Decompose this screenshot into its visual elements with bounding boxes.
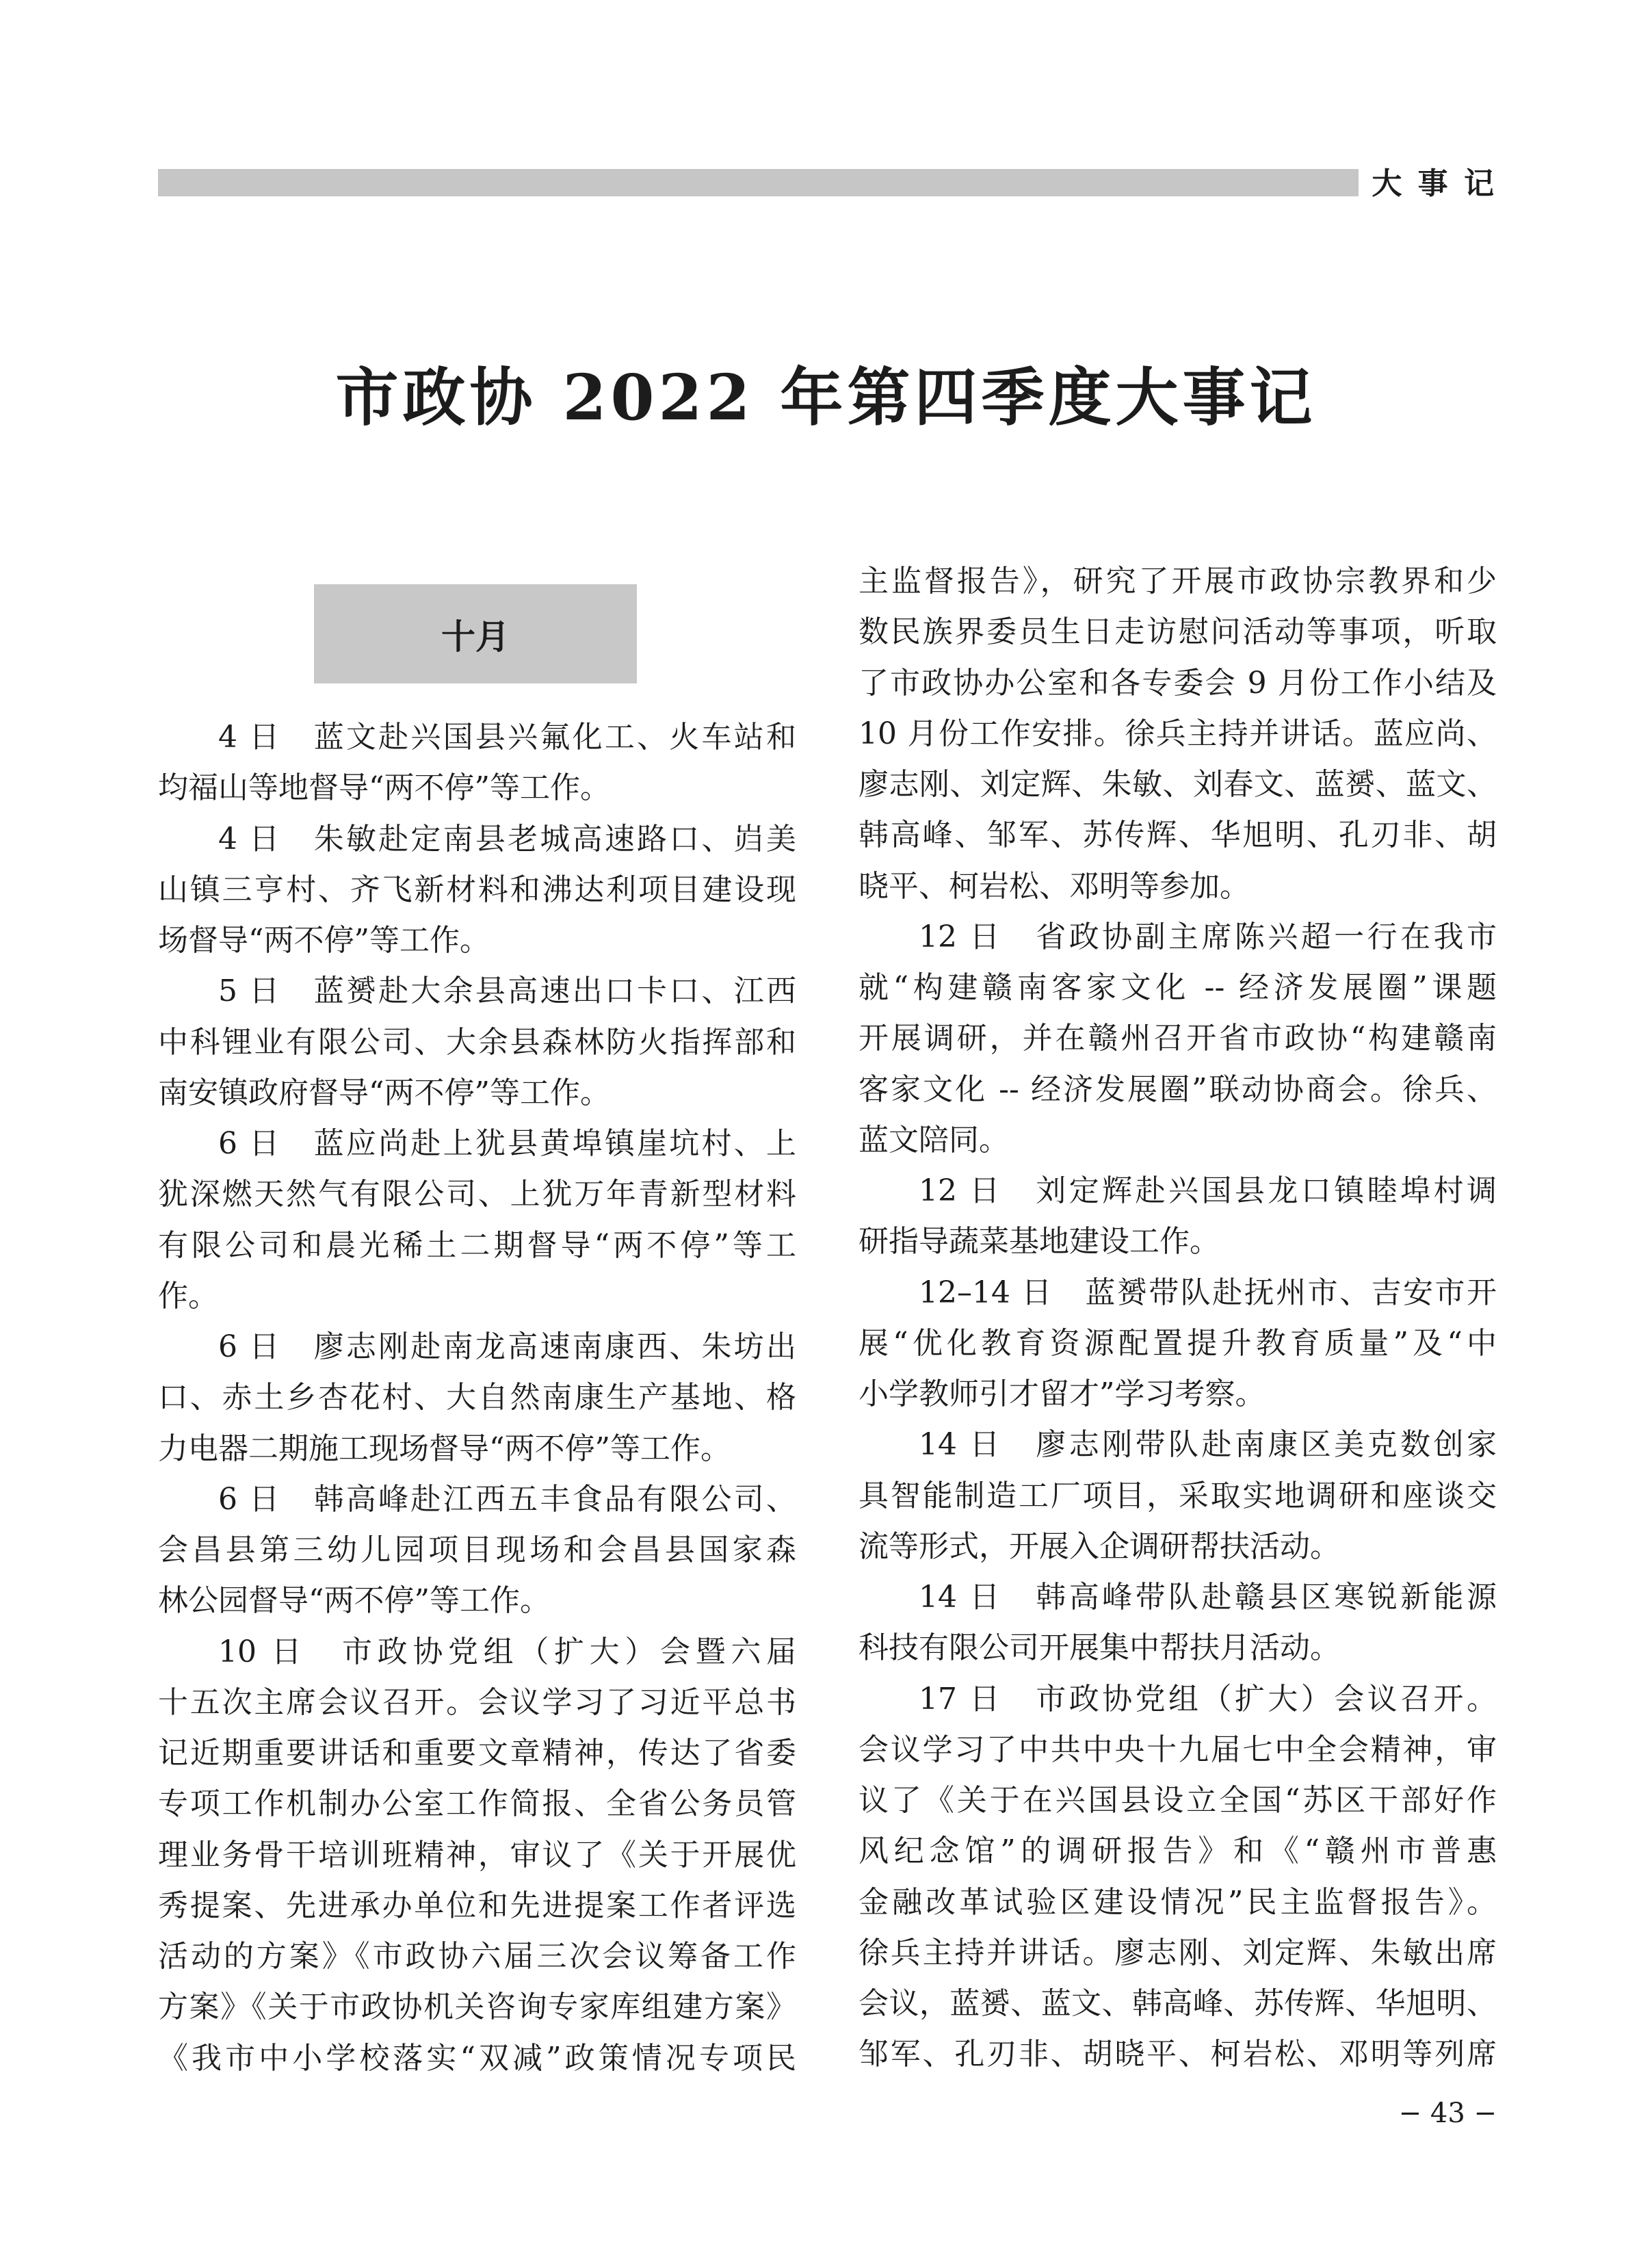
body-text-line: 方案》《关于市政协机关咨询专家库组建方案》 xyxy=(158,1989,796,2025)
body-text-line: 14 日 韩高峰带队赴赣县区寒锐新能源 xyxy=(919,1580,1497,1615)
body-text-line: 廖志刚、刘定辉、朱敏、刘春文、蓝赟、蓝文、 xyxy=(858,767,1497,802)
body-text-line: 专项工作机制办公室工作简报、全省公务员管 xyxy=(158,1786,796,1822)
body-text-line: 6 日 廖志刚赴南龙高速南康西、朱坊出 xyxy=(218,1329,796,1364)
body-text-line: 中科锂业有限公司、大余县森林防火指挥部和 xyxy=(158,1024,796,1060)
body-text-line: 主监督报告》，研究了开展市政协宗教界和少 xyxy=(858,564,1497,599)
body-text-line: 科技有限公司开展集中帮扶月活动。 xyxy=(858,1630,1340,1666)
month-heading-label: 十月 xyxy=(441,616,510,657)
body-text-line: 口、赤土乡杏花村、大自然南康生产基地、格 xyxy=(158,1380,796,1415)
body-text-line: 邹军、孔刃非、胡晓平、柯岩松、邓明等列席 xyxy=(858,2037,1497,2072)
body-text-line: 场督导“两不停”等工作。 xyxy=(158,923,490,958)
body-text-line: 了市政协办公室和各专委会 9 月份工作小结及 xyxy=(858,665,1497,701)
body-text-line: 具智能制造工厂项目，采取实地调研和座谈交 xyxy=(858,1478,1497,1513)
body-text-line: 10 日 市政协党组（扩大）会暨六届 xyxy=(218,1634,796,1669)
body-text-line: 4 日 朱敏赴定南县老城高速路口、岿美 xyxy=(218,821,796,857)
body-text-line: 有限公司和晨光稀土二期督导“两不停”等工 xyxy=(158,1227,796,1263)
body-text-line: 开展调研，并在赣州召开省市政协“构建赣南 xyxy=(858,1021,1497,1056)
body-text-line: 韩高峰、邹军、苏传辉、华旭明、孔刃非、胡 xyxy=(858,818,1497,853)
body-text-line: 6 日 韩高峰赴江西五丰食品有限公司、 xyxy=(218,1481,796,1517)
body-text-line: 犹深燃天然气有限公司、上犹万年青新型材料 xyxy=(158,1177,796,1212)
body-text-line: 徐兵主持并讲话。廖志刚、刘定辉、朱敏出席 xyxy=(858,1935,1497,1970)
body-text-line: 活动的方案》《市政协六届三次会议筹备工作 xyxy=(158,1939,796,1974)
body-text-line: 秀提案、先进承办单位和先进提案工作者评选 xyxy=(158,1888,796,1923)
body-text-line: 5 日 蓝赟赴大余县高速出口卡口、江西 xyxy=(218,974,796,1009)
body-text-line: 蓝文陪同。 xyxy=(858,1122,1009,1158)
body-text-line: 17 日 市政协党组（扩大）会议召开。 xyxy=(919,1681,1497,1717)
body-text-line: 《我市中小学校落实“双减”政策情况专项民 xyxy=(158,2040,796,2076)
body-text-line: 12–14 日 蓝赟带队赴抚州市、吉安市开 xyxy=(919,1275,1497,1310)
body-text-line: 会议，蓝赟、蓝文、韩高峰、苏传辉、华旭明、 xyxy=(858,1986,1497,2021)
body-text-line: 会昌县第三幼儿园项目现场和会昌县国家森 xyxy=(158,1532,796,1567)
body-text-line: 均福山等地督导“两不停”等工作。 xyxy=(158,770,610,806)
body-text-line: 10 月份工作安排。徐兵主持并讲话。蓝应尚、 xyxy=(858,716,1497,751)
page-number: − 43 − xyxy=(1398,2098,1497,2129)
body-text-line: 小学教师引才留才”学习考察。 xyxy=(858,1377,1266,1411)
body-text-line: 山镇三亨村、齐飞新材料和沸达利项目建设现 xyxy=(158,872,796,907)
body-text-line: 记近期重要讲话和重要文章精神，传达了省委 xyxy=(158,1736,796,1771)
body-text-line: 流等形式，开展入企调研帮扶活动。 xyxy=(858,1528,1340,1564)
body-text-line: 12 日 省政协副主席陈兴超一行在我市 xyxy=(919,919,1497,954)
body-text-line: 4 日 蓝文赴兴国县兴氟化工、火车站和 xyxy=(218,720,796,755)
body-text-line: 展“优化教育资源配置提升教育质量”及“中 xyxy=(858,1325,1497,1361)
body-text-line: 研指导蔬菜基地建设工作。 xyxy=(858,1224,1220,1260)
body-text-line: 十五次主席会议召开。会议学习了习近平总书 xyxy=(158,1684,796,1720)
body-text-line: 金融改革试验区建设情况”民主监督报告》。 xyxy=(858,1884,1497,1920)
body-text-line: 力电器二期施工现场督导“两不停”等工作。 xyxy=(158,1431,731,1466)
body-text-line: 6 日 蓝应尚赴上犹县黄埠镇崖坑村、上 xyxy=(218,1126,796,1161)
page-title: 市政协 2022 年第四季度大事记 xyxy=(335,361,1317,434)
body-text-line: 晓平、柯岩松、邓明等参加。 xyxy=(858,868,1250,904)
body-text-line: 南安镇政府督导“两不停”等工作。 xyxy=(158,1075,610,1110)
body-text-line: 议了《关于在兴国县设立全国“苏区干部好作 xyxy=(858,1783,1497,1818)
body-text-line: 客家文化 -- 经济发展圈”联动协商会。徐兵、 xyxy=(858,1071,1497,1107)
body-text-line: 会议学习了中共中央十九届七中全会精神，审 xyxy=(858,1732,1497,1767)
body-text-line: 风纪念馆”的调研报告》和《“赣州市普惠 xyxy=(858,1834,1497,1869)
body-text-line: 理业务骨干培训班精神，审议了《关于开展优 xyxy=(158,1837,796,1873)
body-text-line: 就“构建赣南客家文化 -- 经济发展圈”课题 xyxy=(858,970,1497,1005)
body-text-line: 12 日 刘定辉赴兴国县龙口镇睦埠村调 xyxy=(919,1173,1497,1208)
body-text-line: 林公园督导“两不停”等工作。 xyxy=(158,1583,550,1619)
body-text-line: 数民族界委员生日走访慰问活动等事项，听取 xyxy=(858,614,1497,650)
body-text-line: 14 日 廖志刚带队赴南康区美克数创家 xyxy=(919,1427,1497,1463)
running-header: 大 事 记 xyxy=(1372,166,1497,201)
body-text-line: 作。 xyxy=(158,1278,218,1314)
